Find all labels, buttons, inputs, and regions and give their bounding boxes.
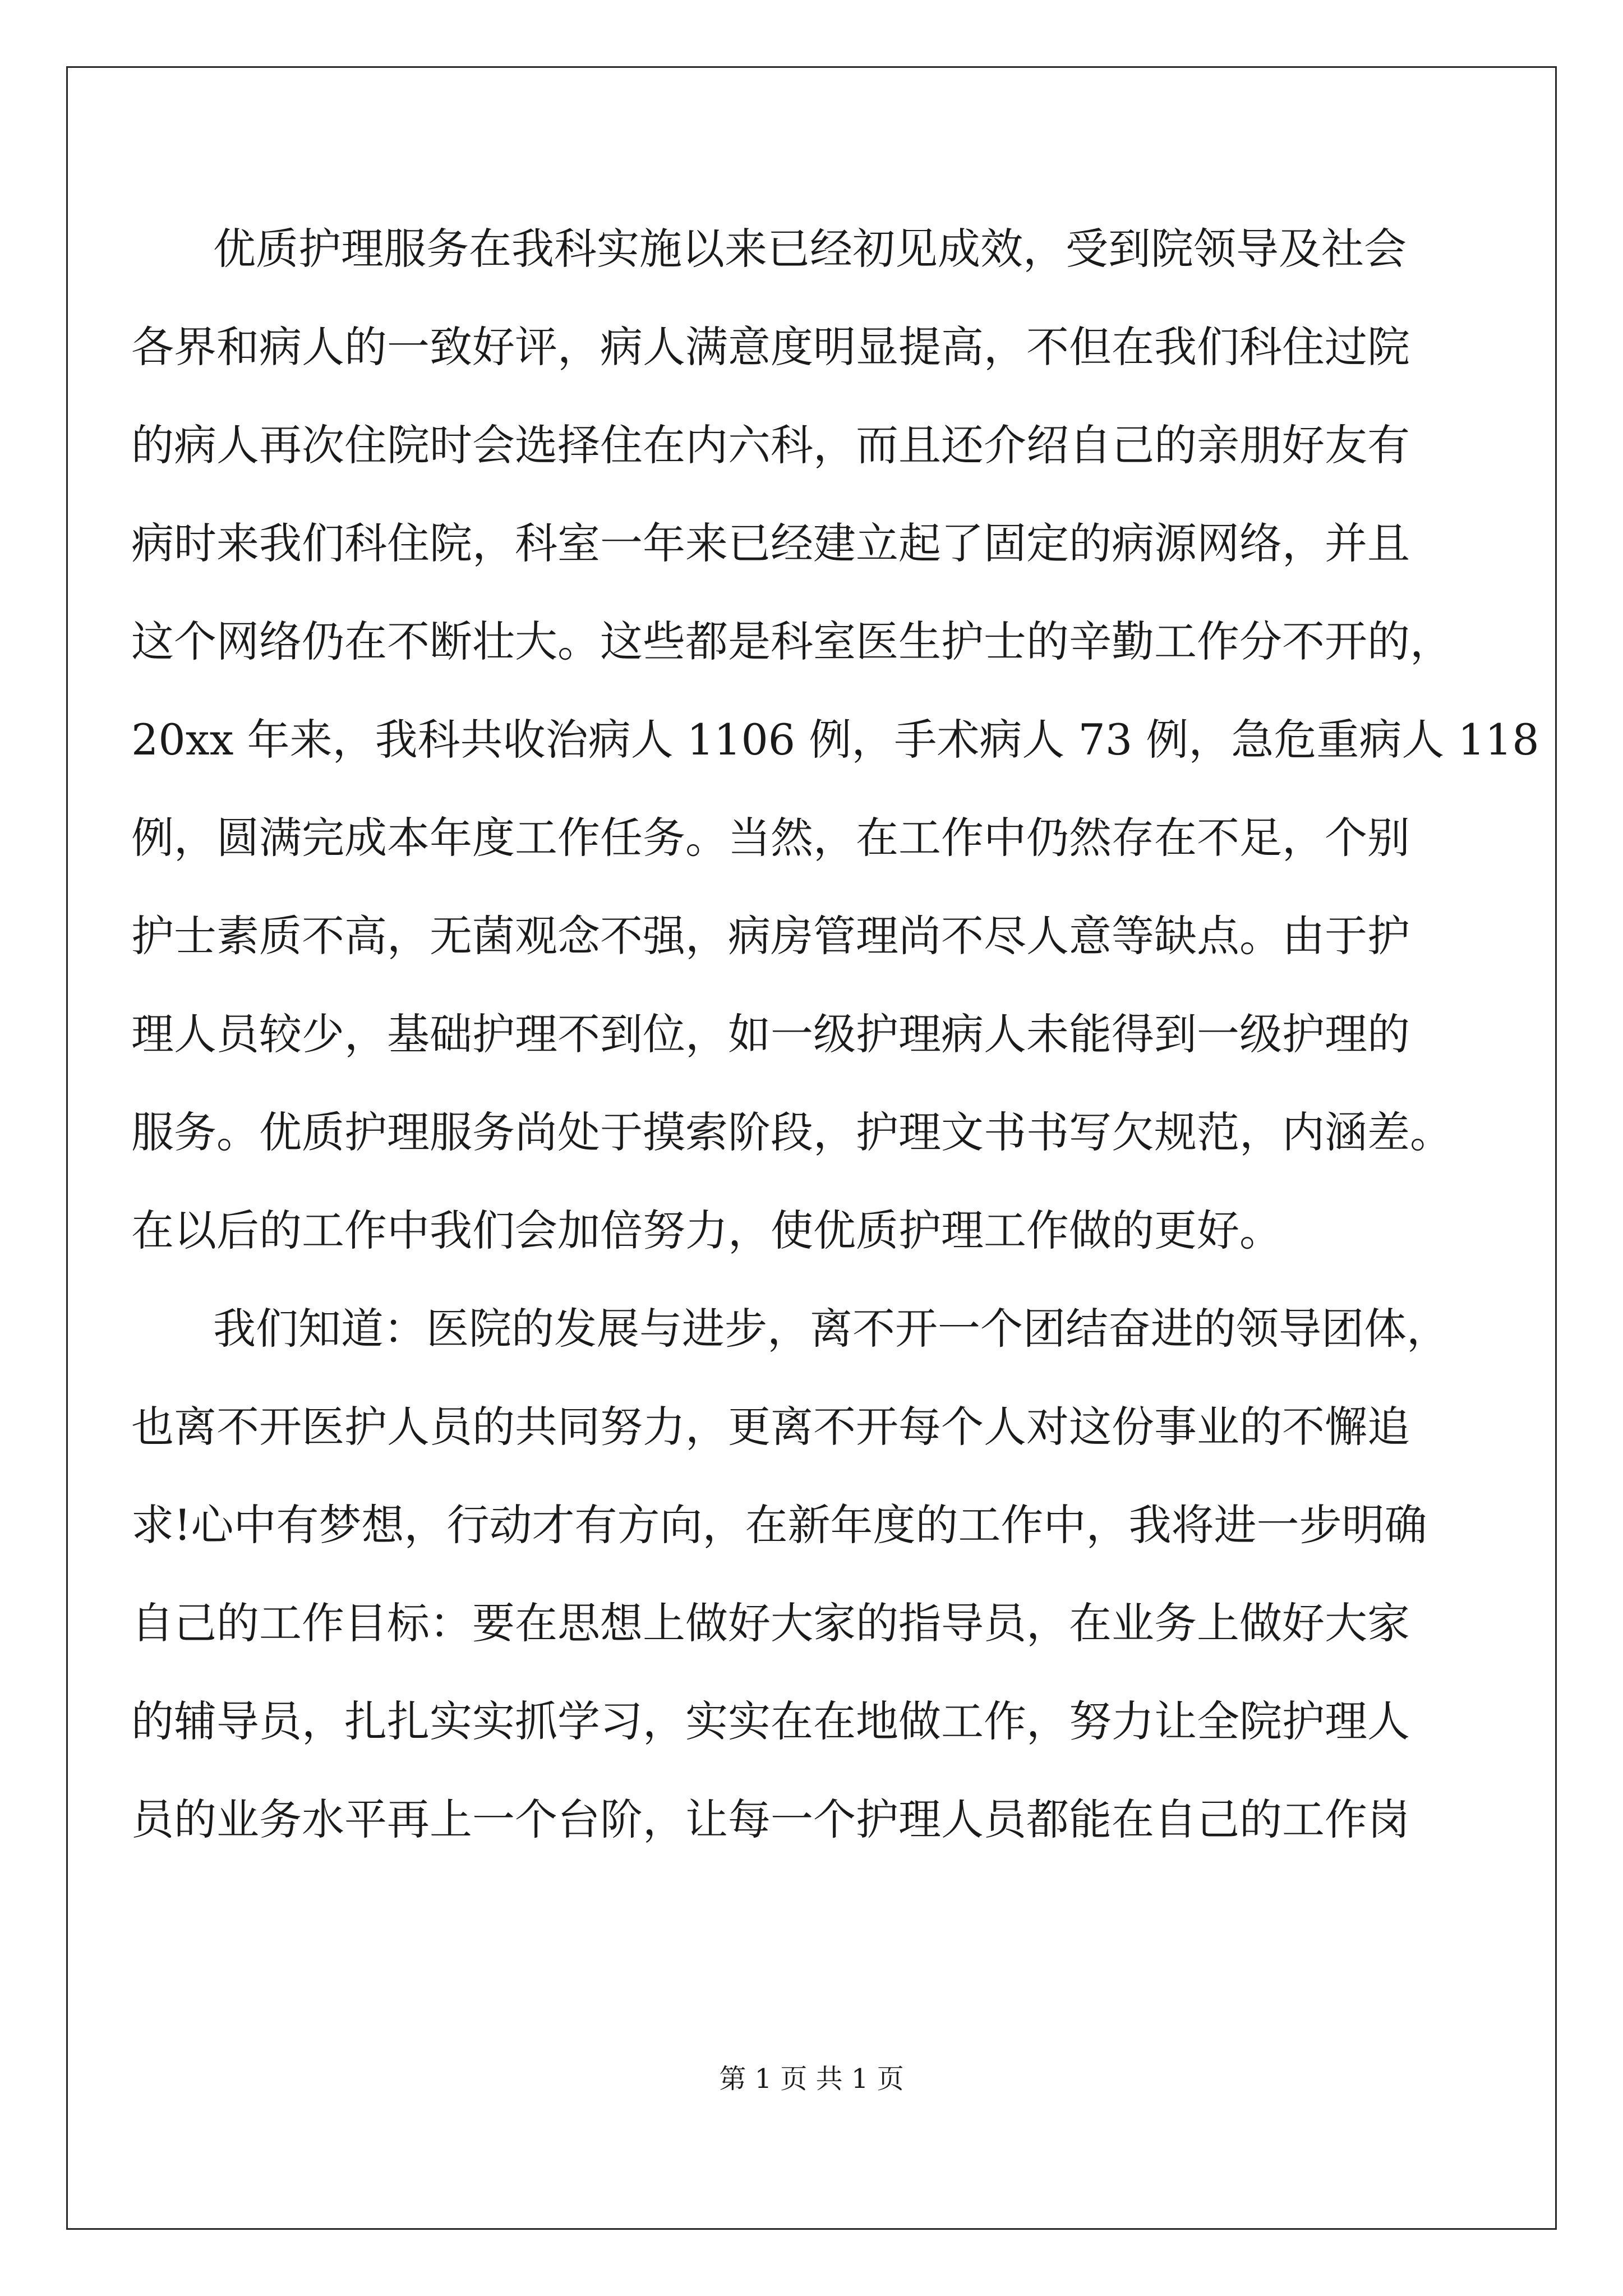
text-line: 理人员较少，基础护理不到位，如一级护理病人未能得到一级护理的 — [131, 1009, 1410, 1059]
text-line: 也离不开医护人员的共同努力，更离不开每个人对这份事业的不懈追 — [131, 1402, 1410, 1452]
text-line: 在以后的工作中我们会加倍努力，使优质护理工作做的更好。 — [131, 1205, 1282, 1255]
text-line: 服务。优质护理服务尚处于摸索阶段，护理文书书写欠规范，内涵差。 — [131, 1107, 1453, 1157]
text-line: 病时来我们科住院，科室一年来已经建立起了固定的病源网络，并且 — [131, 518, 1410, 568]
page-footer: 第 1 页 共 1 页 — [719, 2063, 904, 2095]
text-line: 护士素质不高，无菌观念不强，病房管理尚不尽人意等缺点。由于护 — [131, 911, 1410, 961]
text-line: 的病人再次住院时会选择住在内六科，而且还介绍自己的亲朋好友有 — [131, 420, 1410, 470]
text-line: 优质护理服务在我科实施以来已经初见成效，受到院领导及社会 — [213, 224, 1407, 274]
text-line: 员的业务水平再上一个台阶，让每一个护理人员都能在自己的工作岗 — [131, 1795, 1410, 1844]
text-line: 我们知道：医院的发展与进步，离不开一个团结奋进的领导团体， — [213, 1304, 1449, 1354]
text-line: 求!心中有梦想，行动才有方向，在新年度的工作中，我将进一步明确 — [131, 1500, 1427, 1550]
text-line: 这个网络仍在不断壮大。这些都是科室医生护士的辛勤工作分不开的， — [131, 616, 1453, 666]
text-line: 例，圆满完成本年度工作任务。当然，在工作中仍然存在不足，个别 — [131, 813, 1410, 863]
text-line: 20xx 年来，我科共收治病人 1106 例，手术病人 73 例，急危重病人 118 — [131, 715, 1539, 765]
text-line: 自己的工作目标：要在思想上做好大家的指导员，在业务上做好大家 — [131, 1598, 1410, 1648]
text-line: 各界和病人的一致好评，病人满意度明显提高，不但在我们科住过院 — [131, 322, 1410, 372]
text-line: 的辅导员，扎扎实实抓学习，实实在在地做工作，努力让全院护理人 — [131, 1696, 1410, 1746]
